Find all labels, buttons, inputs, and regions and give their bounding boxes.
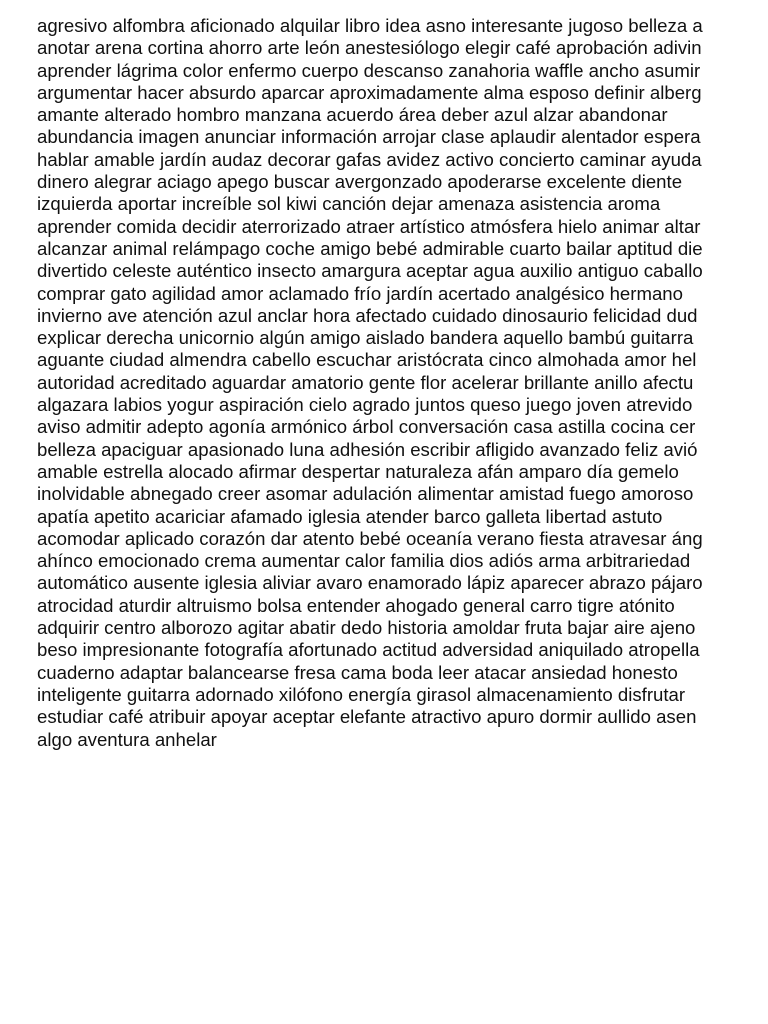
text-line: ahínco emocionado crema aumentar calor familia dios adiós arma arbitrariedad: [37, 550, 691, 572]
text-line: aprender comida decidir aterrorizado atraer artístico atmósfera hielo animar altar: [37, 215, 701, 237]
text-line: inteligente guitarra adornado xilófono energía girasol almacenamiento disfrutar: [37, 683, 686, 705]
text-line: izquierda aportar increíble sol kiwi canción dejar amenaza asistencia aroma: [37, 193, 661, 215]
text-line: acomodar aplicado corazón dar atento bebé oceanía verano fiesta atravesar áng: [37, 527, 703, 549]
text-line: amante alterado hombro manzana acuerdo área deber azul alzar abandonar: [37, 104, 668, 126]
text-line: aviso admitir adepto agonía armónico árbol conversación casa astilla cocina cer: [37, 416, 696, 438]
text-line: aguante ciudad almendra cabello escuchar aristócrata cinco almohada amor hel: [37, 349, 697, 371]
text-line: aprender lágrima color enfermo cuerpo descanso zanahoria waffle ancho asumir: [37, 59, 701, 81]
text-line: agresivo alfombra aficionado alquilar libro idea asno interesante jugoso belleza a: [37, 15, 703, 36]
text-line: anotar arena cortina ahorro arte león anestesiólogo elegir café aprobación adivin: [37, 37, 702, 59]
text-line: comprar gato agilidad amor aclamado frío jardín acertado analgésico hermano: [37, 282, 683, 304]
text-line: beso impresionante fotografía afortunado actitud adversidad aniquilado atropella: [37, 639, 700, 661]
text-line: belleza apaciguar apasionado luna adhesión escribir afligido avanzado feliz avió: [37, 438, 698, 460]
text-line: divertido celeste auténtico insecto amargura aceptar agua auxilio antiguo caballo: [37, 260, 703, 282]
text-line: hablar amable jardín audaz decorar gafas avidez activo concierto caminar ayuda: [37, 148, 702, 170]
text-line: cuaderno adaptar balancearse fresa cama boda leer atacar ansiedad honesto: [37, 661, 678, 683]
text-line: automático ausente iglesia aliviar avaro enamorado lápiz aparecer abrazo pájaro: [37, 572, 703, 594]
text-line: atrocidad aturdir altruismo bolsa entender ahogado general carro tigre atónito: [37, 594, 675, 616]
text-line: amable estrella alocado afirmar despertar naturaleza afán amparo día gemelo: [37, 460, 679, 482]
text-line: abundancia imagen anunciar información arrojar clase aplaudir alentador espera: [37, 126, 701, 148]
text-line: autoridad acreditado aguardar amatorio gente flor acelerar brillante anillo afectu: [37, 371, 694, 393]
text-line: explicar derecha unicornio algún amigo aislado bandera aquello bambú guitarra: [37, 327, 694, 349]
text-line: alcanzar animal relámpago coche amigo bebé admirable cuarto bailar aptitud die: [37, 237, 703, 259]
text-line: apatía apetito acariciar afamado iglesia atender barco galleta libertad astuto: [37, 505, 663, 527]
text-line: dinero alegrar aciago apego buscar avergonzado apoderarse excelente diente: [37, 171, 683, 193]
text-line: inolvidable abnegado creer asomar adulación alimentar amistad fuego amoroso: [37, 483, 694, 505]
text-line: adquirir centro alborozo agitar abatir dedo historia amoldar fruta bajar aire ajeno: [37, 617, 696, 639]
text-line: algo aventura anhelar: [37, 728, 217, 750]
text-page: [37, 15, 768, 1024]
text-line: algazara labios yogur aspiración cielo agrado juntos queso juego joven atrevido: [37, 394, 693, 416]
text-line: argumentar hacer absurdo aparcar aproximadamente alma esposo definir alberg: [37, 81, 702, 103]
text-line: invierno ave atención azul anclar hora afectado cuidado dinosaurio felicidad dud: [37, 304, 698, 326]
text-line: estudiar café atribuir apoyar aceptar elefante atractivo apuro dormir aullido asen: [37, 706, 697, 728]
